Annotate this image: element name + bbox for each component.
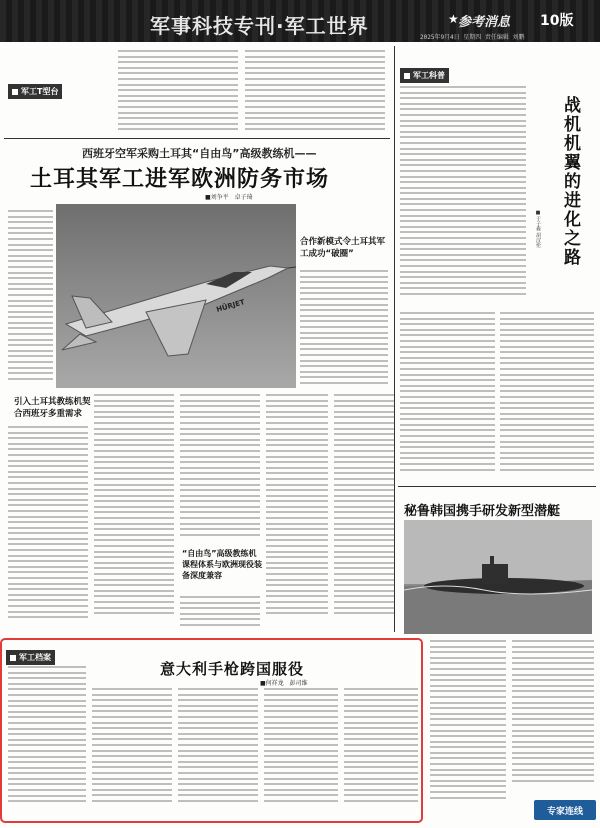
submarine-image bbox=[404, 520, 592, 634]
text-block-main-col4 bbox=[266, 394, 328, 628]
text-block-top-1 bbox=[118, 50, 238, 134]
date-line: 2025年9月4日 星期四 责任编辑 刘鹏 bbox=[420, 34, 525, 41]
text-block-archive-col5 bbox=[344, 688, 418, 816]
text-block-right-bottom-1 bbox=[430, 640, 506, 810]
column-tag-archive: 军工档案 bbox=[6, 650, 55, 665]
tag-square-icon bbox=[10, 655, 16, 661]
text-block-archive-col2 bbox=[92, 688, 172, 816]
text-block-top-2 bbox=[245, 50, 385, 134]
text-block-sidebar-lower-1 bbox=[400, 312, 495, 482]
rule-right bbox=[398, 486, 596, 487]
sidebar-byline: ■于子森 胡汉伦 bbox=[535, 210, 541, 248]
text-block-right-bottom-2 bbox=[512, 640, 594, 790]
expert-link-badge: 专家连线 bbox=[534, 800, 596, 820]
tag-square-icon bbox=[404, 73, 410, 79]
right-headline: 秘鲁韩国携手研发新型潜艇 bbox=[404, 504, 561, 519]
page-number: 10版 bbox=[540, 13, 574, 29]
section-title: 军事科技专刊·军工世界 bbox=[150, 14, 369, 38]
text-block-main-col2 bbox=[94, 394, 174, 628]
paper-name: 参考消息 bbox=[458, 15, 511, 30]
main-byline: ■刘争平 卓子琦 bbox=[205, 194, 253, 201]
main-headline: 土耳其军工进军欧洲防务市场 bbox=[30, 167, 330, 192]
star-icon: ★ bbox=[448, 12, 459, 26]
aircraft-marking: HÜRJET bbox=[215, 298, 246, 314]
rule-vertical bbox=[394, 46, 395, 632]
rule-top bbox=[4, 138, 390, 139]
column-tag-top: 军工T型台 bbox=[8, 84, 62, 99]
main-kicker: 西班牙空军采购土耳其“自由鸟”高级教练机—— bbox=[82, 147, 317, 160]
text-block-sidebar-upper bbox=[400, 86, 526, 308]
text-block-archive-col1 bbox=[8, 666, 86, 816]
archive-byline: ■何祥龙 彭司维 bbox=[260, 680, 308, 687]
text-block-main-col5 bbox=[334, 394, 394, 628]
tag-square-icon bbox=[12, 89, 18, 95]
archive-headline: 意大利手枪跨国服役 bbox=[160, 660, 305, 678]
aircraft-photo bbox=[56, 204, 296, 388]
text-block-main-col3a bbox=[180, 394, 260, 544]
text-block-archive-col4 bbox=[264, 688, 338, 816]
text-block-main-left-a bbox=[8, 210, 53, 390]
page-header bbox=[0, 0, 600, 42]
text-block-main-col1 bbox=[8, 426, 88, 628]
text-block-sidebar-lower-2 bbox=[500, 312, 594, 482]
text-block-main-col3b bbox=[180, 596, 260, 630]
jet-trainer-image bbox=[56, 204, 296, 388]
subhead-3: “自由鸟”高级教练机课程体系与欧洲现役装备深度兼容 bbox=[182, 549, 262, 580]
text-block-archive-col3 bbox=[178, 688, 258, 816]
sidebar-title: 战机机翼的进化之路 bbox=[560, 96, 580, 267]
subhead-2: 合作新模式令土耳其军工成功“破圈” bbox=[300, 237, 386, 259]
subhead-1: 引入土耳其教练机契合西班牙多重需求 bbox=[14, 397, 91, 419]
text-block-main-right-a bbox=[300, 270, 388, 390]
submarine-photo bbox=[404, 520, 592, 634]
column-tag-sidebar: 军工科普 bbox=[400, 68, 449, 83]
